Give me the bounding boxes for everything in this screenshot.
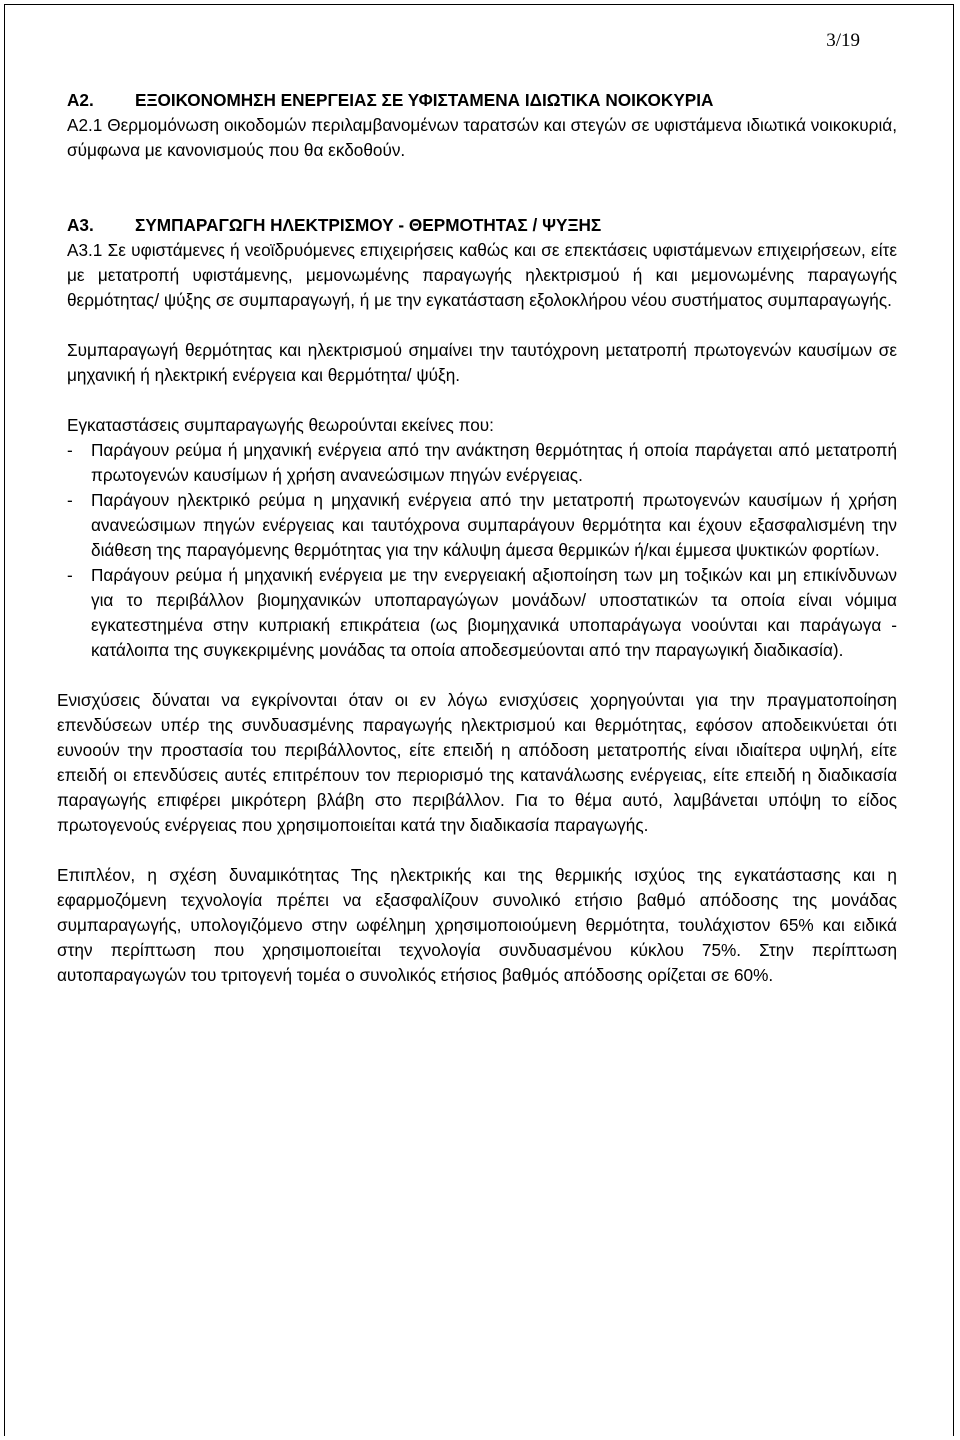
- section-number: Α2.: [67, 90, 94, 110]
- section-title: ΕΞΟΙΚΟΝΟΜΗΣΗ ΕΝΕΡΓΕΙΑΣ ΣΕ ΥΦΙΣΤΑΜΕΝΑ ΙΔΙΩΤΙΚΑ ΝΟΙΚΟΚΥΡΙΑ: [135, 90, 714, 110]
- list-intro: Εγκαταστάσεις συμπαραγωγής θεωρούνται εκείνες που:: [67, 415, 494, 435]
- list-item-text: Παράγουν ρεύμα ή μηχανική ενέργεια με την ενεργειακή αξιοποίηση των μη τοξικών και μη επικίνδυνων για το περιβάλλον βιομηχανικών υποπαραγώγων μονάδων/ υποστατικών τα οποία είναι νόμιμα εγκατεστημένα στην κυπριακή επικράτεια (ως βιομηχανικά υποπαράγωγα νοούνται και παράγωγα - κατάλοιπα της συγκεκριμένης μονάδας τα οποία αποδεσμεύονται από την παραγωγική διαδικασία).: [91, 565, 897, 660]
- section-heading-a3: [67, 213, 897, 238]
- page-number: 3/19: [826, 30, 860, 51]
- paragraph-incentives: Ενισχύσεις δύναται να εγκρίνονται όταν οι εν λόγω ενισχύσεις χορηγούνται για την πραγματοποίηση επενδύσεων υπέρ της συνδυασμένης παραγωγής ηλεκτρισμού και θερμότητας, εφόσον αποδεικνύεται ότι ευνοούν την προστασία του περιβάλλοντος, είτε επειδή η απόδοση μετατροπής είναι ιδιαίτερα υψηλή, είτε επειδή οι επενδύσεις αυτές επιτρέπουν τον περιορισμό της κατανάλωσης ενέργειας, είτε επειδή η διαδικασία παραγωγής επιφέρει μικρότερη βλάβη στο περιβάλλον. Για το θέμα αυτό, λαμβάνεται υπόψη το είδος πρωτογενούς ενέργειας που χρησιμοποιείται κατά την διαδικασία παραγωγής.: [57, 690, 897, 835]
- paragraph-a2-1: Α2.1 Θερμομόνωση οικοδομών περιλαμβανομένων ταρατσών και στεγών σε υφιστάμενα ιδιωτικά νοικοκυριά, σύμφωνα με κανονισμούς που θα εκδοθούν.: [67, 115, 897, 160]
- bullet-dash: -: [67, 565, 73, 585]
- section-heading-a2: [67, 88, 897, 113]
- list-item-text: Παράγουν ρεύμα ή μηχανική ενέργεια από την ανάκτηση θερμότητας ή οποία παράγεται από μετατροπή πρωτογενών καυσίμων ή χρήση ανανεώσιμων πηγών ενέργειας.: [91, 440, 897, 485]
- section-number: Α3.: [67, 215, 94, 235]
- bullet-dash: -: [67, 490, 73, 510]
- document-body: [57, 88, 897, 988]
- paragraph-definition: Συμπαραγωγή θερμότητας και ηλεκτρισμού σημαίνει την ταυτόχρονη μετατροπή πρωτογενών καυσίμων σε μηχανική ή ηλεκτρική ενέργεια και θερμότητα/ ψύξη.: [67, 340, 897, 385]
- list-item: [67, 438, 897, 488]
- paragraph-efficiency: Επιπλέον, η σχέση δυναμικότητας Της ηλεκτρικής και της θερμικής ισχύος της εγκατάστασης και η εφαρμοζόμενη τεχνολογία πρέπει να εξασφαλίζουν συνολικό ετήσιο βαθμό απόδοσης της μονάδας συμπαραγωγής, υπολογιζόμενο στην ωφέλημη χρησιμοποιούμενη θερμότητα, τουλάχιστον 65% και ειδικά στην περίπτωση που χρησιμοποιείται τεχνολογία συνδυασμένου κύκλου 75%. Στην περίπτωση αυτοπαραγωγών του τριτογενή τομέα ο συνολικός ετήσιος βαθμός απόδοσης ορίζεται σε 60%.: [57, 865, 897, 985]
- list-item-text: Παράγουν ηλεκτρικό ρεύμα η μηχανική ενέργεια από την μετατροπή πρωτογενών καυσίμων ή χρήση ανανεώσιμων πηγών ενέργειας και ταυτόχρονα συμπαράγουν θερμότητα και έχουν εξασφαλισμένη την διάθεση της παραγόμενης θερμότητας για την κάλυψη άμεσα θερμικών ή/και έμμεσα ψυκτικών φορτίων.: [91, 490, 897, 560]
- section-title: ΣΥΜΠΑΡΑΓΩΓΗ ΗΛΕΚΤΡΙΣΜΟΥ - ΘΕΡΜΟΤΗΤΑΣ / ΨΥΞΗΣ: [135, 215, 602, 235]
- list-item: [67, 563, 897, 663]
- paragraph-a3-1: Α3.1 Σε υφιστάμενες ή νεοϊδρυόμενες επιχειρήσεις καθώς και σε επεκτάσεις υφιστάμενων επιχειρήσεων, είτε με μετατροπή υφιστάμενης, μεμονωμένης παραγωγής ηλεκτρισμού ή και μεμονωμένης παραγωγής θερμότητας/ ψύξης σε συμπαραγωγή, ή με την εγκατάσταση εξολοκλήρου νέου συστήματος συμπαραγωγής.: [67, 240, 897, 310]
- bullet-dash: -: [67, 440, 73, 460]
- list-item: [67, 488, 897, 563]
